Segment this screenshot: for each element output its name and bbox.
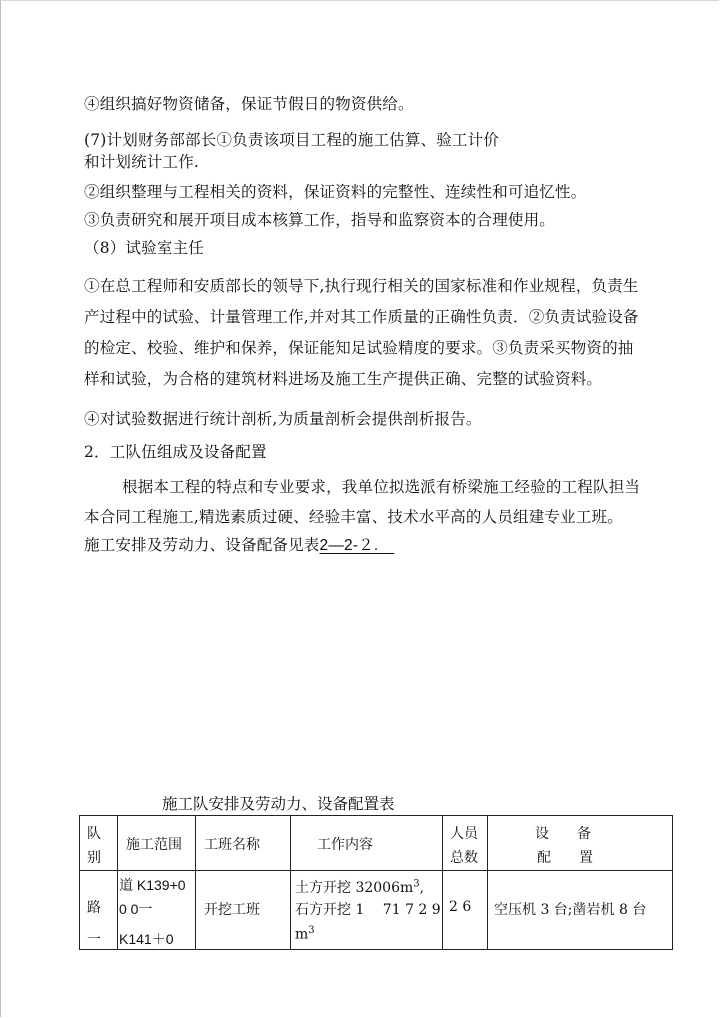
cell-staff: 2 6 [443,871,488,950]
paragraph-lab-line-3: 的检定、校验、维护和保养，保证能知足试验精度的要求。③负责采买物资的抽 [84,339,634,357]
heading-lab-director: （8）试验室主任 [84,239,204,257]
cell-range: 道 K139+0 0 0一 K141＋0 [118,871,196,950]
cell-equipment: 空压机 3 台;凿岩机 8 台 [488,871,673,950]
header-staff: 人员 总数 [443,816,488,871]
header-range: 施工范围 [118,816,196,871]
paragraph-lab-analysis: ④对试验数据进行统计剖析,为质量剖析会提供剖析报告。 [84,410,482,428]
work-rock: 石方开挖 1 71 7 2 9 [295,902,441,918]
work-rock-unit: $m^3$ [295,925,315,943]
header-work: 工作内容 [291,816,443,871]
table-row [80,871,673,950]
paragraph-teams-line-1: 根据本工程的特点和专业要求，我单位拟选派有桥梁施工经验的工程队担当 [122,478,641,496]
paragraph-materials-reserve: ④组织搞好物资储备，保证节假日的物资供给。 [84,95,414,113]
paragraph-lab-line-1: ①在总工程师和安质部长的领导下,执行现行相关的国家标准和作业规程，负责生 [84,277,639,295]
section-heading-teams: 2．工队伍组成及设备配置 [84,443,267,461]
work-earth: 土方开挖 $32006m^3$, [295,878,425,896]
paragraph-finance-head: (7)计划财务部部长①负责该项目工程的施工估算、验工计价 [84,131,500,149]
header-equipment: 设 备 配 置 [488,816,673,871]
cell-team: 路 一 [80,871,118,950]
header-crew: 工班名称 [196,816,291,871]
cell-work [291,871,443,950]
table-caption: 施工队安排及劳动力、设备配置表 [162,795,395,813]
paragraph-finance-head-cont: 和计划统计工作. [84,153,200,171]
table-reference: 2—2-２. [319,537,395,554]
cell-crew: 开挖工班 [196,871,291,950]
team-equipment-table [79,815,673,950]
paragraph-lab-line-4: 样和试验，为合格的建筑材料进场及施工生产提供正确、完整的试验资料。 [84,370,603,388]
paragraph-teams-line-2: 本合同工程施工,精选素质过硬、经验丰富、技术水平高的人员组建专业工班。 [84,508,623,526]
header-team: 队 别 [80,816,118,871]
paragraph-finance-data: ②组织整理与工程相关的资料，保证资料的完整性、连续性和可追忆性。 [84,183,587,201]
paragraph-lab-line-2: 产过程中的试验、计量管理工作,并对其工作质量的正确性负责．②负责试验设备 [84,308,639,326]
paragraph-teams-text: 施工安排及劳动力、设备配备见表 [84,536,320,554]
paragraph-teams-line-3 [84,535,394,556]
table-header-row [80,816,673,871]
paragraph-finance-cost: ③负责研究和展开项目成本核算工作，指导和监察资本的合理使用。 [84,211,556,229]
